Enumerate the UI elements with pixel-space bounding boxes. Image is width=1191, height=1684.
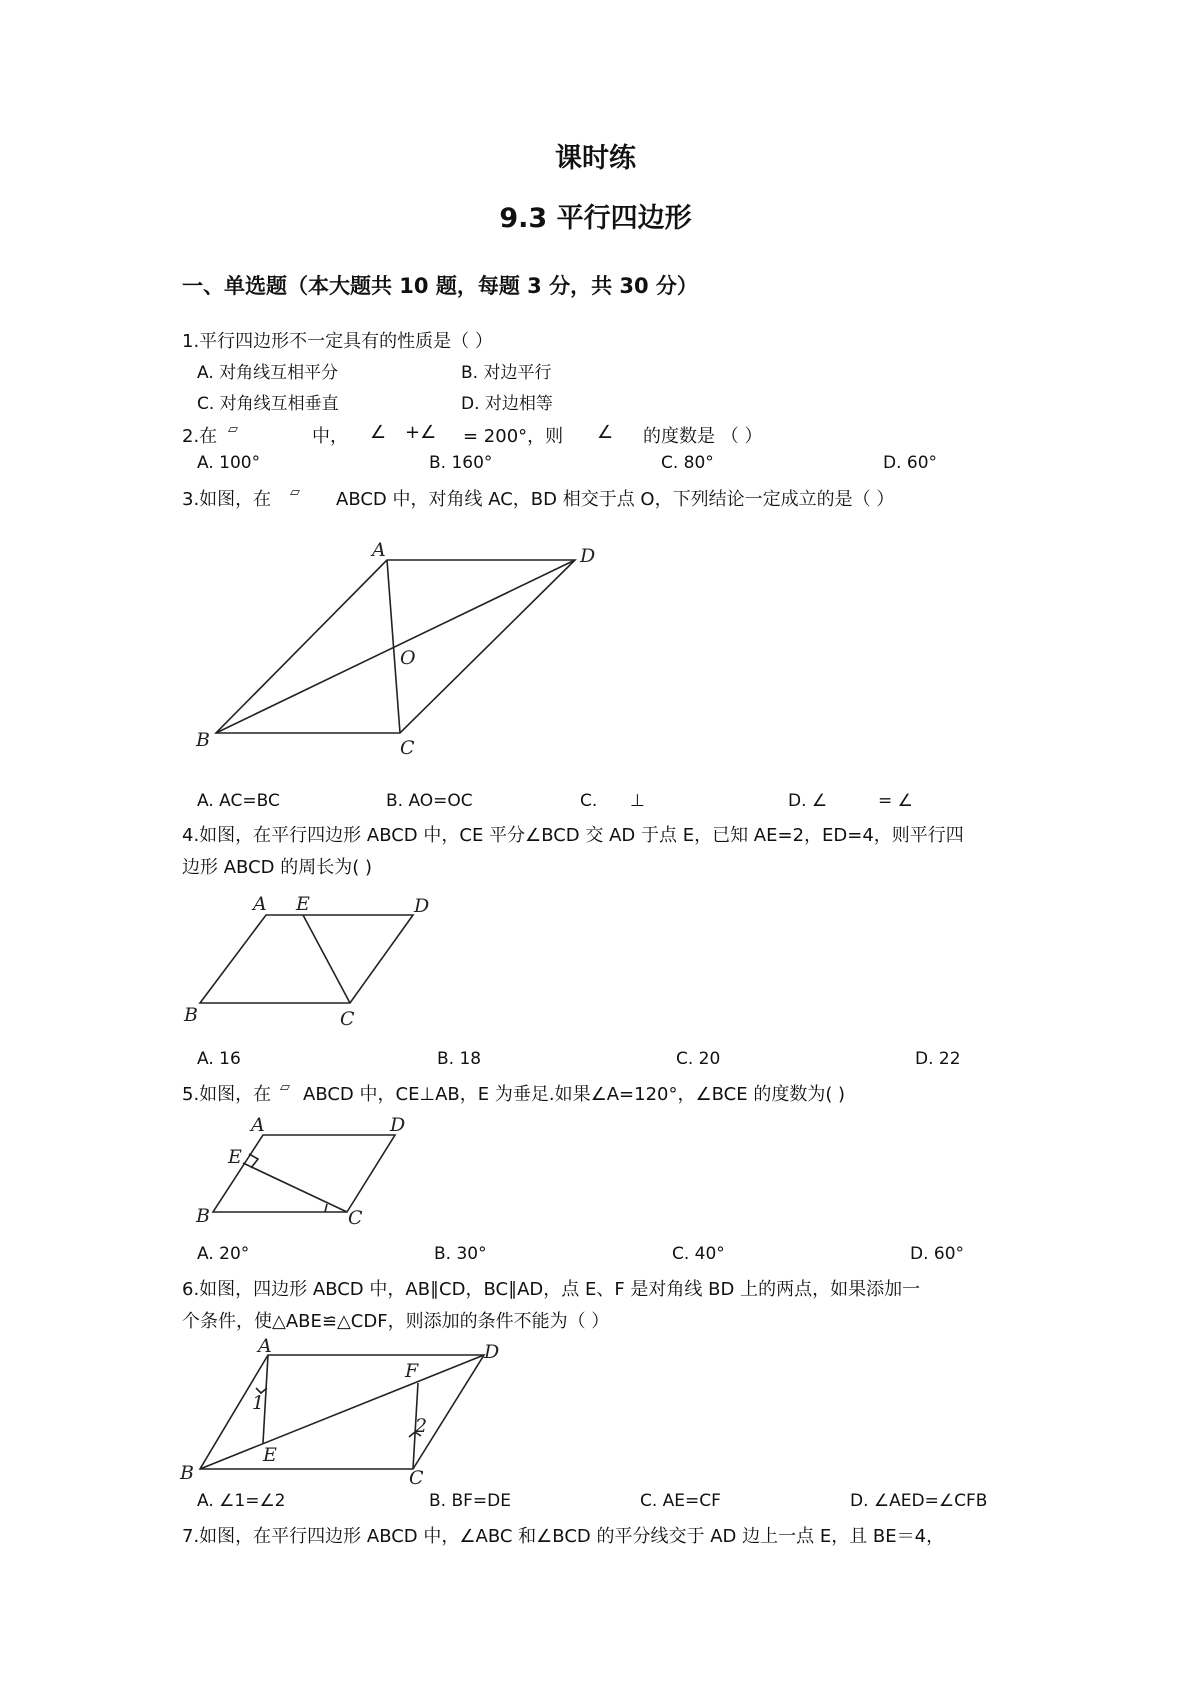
figure-label: E [228,1146,242,1168]
question-5-option-d: D. 60° [910,1244,965,1264]
question-2-option-c: C. 80° [661,453,714,473]
figure-label: C [348,1207,363,1229]
parallelogram-symbol-icon: ▱ [280,1080,290,1095]
question-6-stem-line-2: 个条件，使△ABE≌△CDF，则添加的条件不能为（ ） [182,1311,610,1332]
figure-label: 2 [415,1415,428,1437]
figure-label: F [405,1360,419,1382]
question-4-option-c: C. 20 [676,1049,721,1069]
page-subtitle: 9.3 平行四边形 [499,203,692,234]
question-2-option-d: D. 60° [883,453,938,473]
question-5-stem-part: ABCD 中，CE⊥AB，E 为垂足.如果∠A=120°，∠BCE 的度数为( ) [303,1084,846,1105]
question-2-option-a: A. 100° [197,453,261,473]
question-6-option-a: A. ∠1=∠2 [197,1491,286,1511]
figure-label: A [372,539,386,561]
question-6-stem-line-1: 6.如图，四边形 ABCD 中，AB∥CD，BC∥AD，点 E、F 是对角线 BD 上的两点，如果添加一 [182,1279,921,1300]
question-3-option-c: C. [580,791,598,811]
parallelogram-symbol-icon: ▱ [228,422,238,437]
question-3-option-d-rhs: = ∠ [878,791,913,811]
question-1-option-a: A. 对角线互相平分 [197,363,339,383]
parallelogram-symbol-icon: ▱ [290,485,300,500]
figure-label: D [414,895,430,917]
figure-label: D [484,1341,500,1363]
question-4-option-b: B. 18 [437,1049,482,1069]
question-1-option-d: D. 对边相等 [461,394,553,414]
question-3-stem-part: 3.如图，在 [182,489,272,510]
question-2-stem-part: 中， [312,426,348,447]
question-2-stem-part: +∠ [405,422,437,443]
figure-label: A [258,1335,272,1357]
figure-label: D [580,545,596,567]
figure-label: A [253,893,267,915]
question-5-option-c: C. 40° [672,1244,725,1264]
figure-label: B [196,729,210,751]
figure-label: 1 [252,1392,265,1414]
question-6-option-d: D. ∠AED=∠CFB [850,1491,988,1511]
question-5-stem-part: 5.如图，在 [182,1084,272,1105]
question-3-option-a: A. AC=BC [197,791,280,811]
diagonal-bd [200,1355,484,1469]
figure-label: C [340,1008,355,1030]
question-1-option-b: B. 对边平行 [461,363,552,383]
section-heading: 一、单选题（本大题共 10 题，每题 3 分，共 30 分） [182,274,698,298]
figure-label: B [196,1205,210,1227]
figure-label: A [251,1114,265,1136]
question-5-option-b: B. 30° [434,1244,487,1264]
figure-label: E [296,893,310,915]
angle-symbol: ∠ [597,422,614,443]
question-2-option-b: B. 160° [429,453,493,473]
question-2-stem-part: 的度数是 （ ） [643,426,763,447]
question-3-stem-part: ABCD 中，对角线 AC，BD 相交于点 O，下列结论一定成立的是（ ） [336,489,895,510]
question-4-option-d: D. 22 [915,1049,961,1069]
figure-label: B [184,1004,198,1026]
question-6-option-b: B. BF=DE [429,1491,511,1511]
question-2-stem-part: = 200°，则 [463,426,564,447]
question-6-option-c: C. AE=CF [640,1491,721,1511]
question-7-stem: 7.如图，在平行四边形 ABCD 中，∠ABC 和∠BCD 的平分线交于 AD 边上一点 E，且 BE＝4， [182,1526,945,1547]
figure-label: C [400,737,415,759]
question-1-option-c: C. 对角线互相垂直 [197,394,339,414]
figure-label: E [263,1444,277,1466]
figure-label: C [409,1467,424,1489]
figure-label: B [180,1462,194,1484]
question-3-option-b: B. AO=OC [386,791,473,811]
question-4-option-a: A. 16 [197,1049,241,1069]
question-4-stem-line-1: 4.如图，在平行四边形 ABCD 中，CE 平分∠BCD 交 AD 于点 E，已知 AE=2，ED=4，则平行四 [182,825,964,846]
angle-symbol: ∠ [370,422,387,443]
figure-label: D [390,1114,406,1136]
question-3-option-d: D. ∠ [788,791,828,811]
question-4-stem-line-2: 边形 ABCD 的周长为( ) [182,857,372,878]
figure-label: O [400,647,416,669]
page-title: 课时练 [555,143,636,174]
perpendicular-symbol: ⊥ [630,791,645,811]
question-1-stem: 1.平行四边形不一定具有的性质是（ ） [182,331,493,352]
question-5-option-a: A. 20° [197,1244,250,1264]
question-2-stem-part: 2.在 [182,426,218,447]
